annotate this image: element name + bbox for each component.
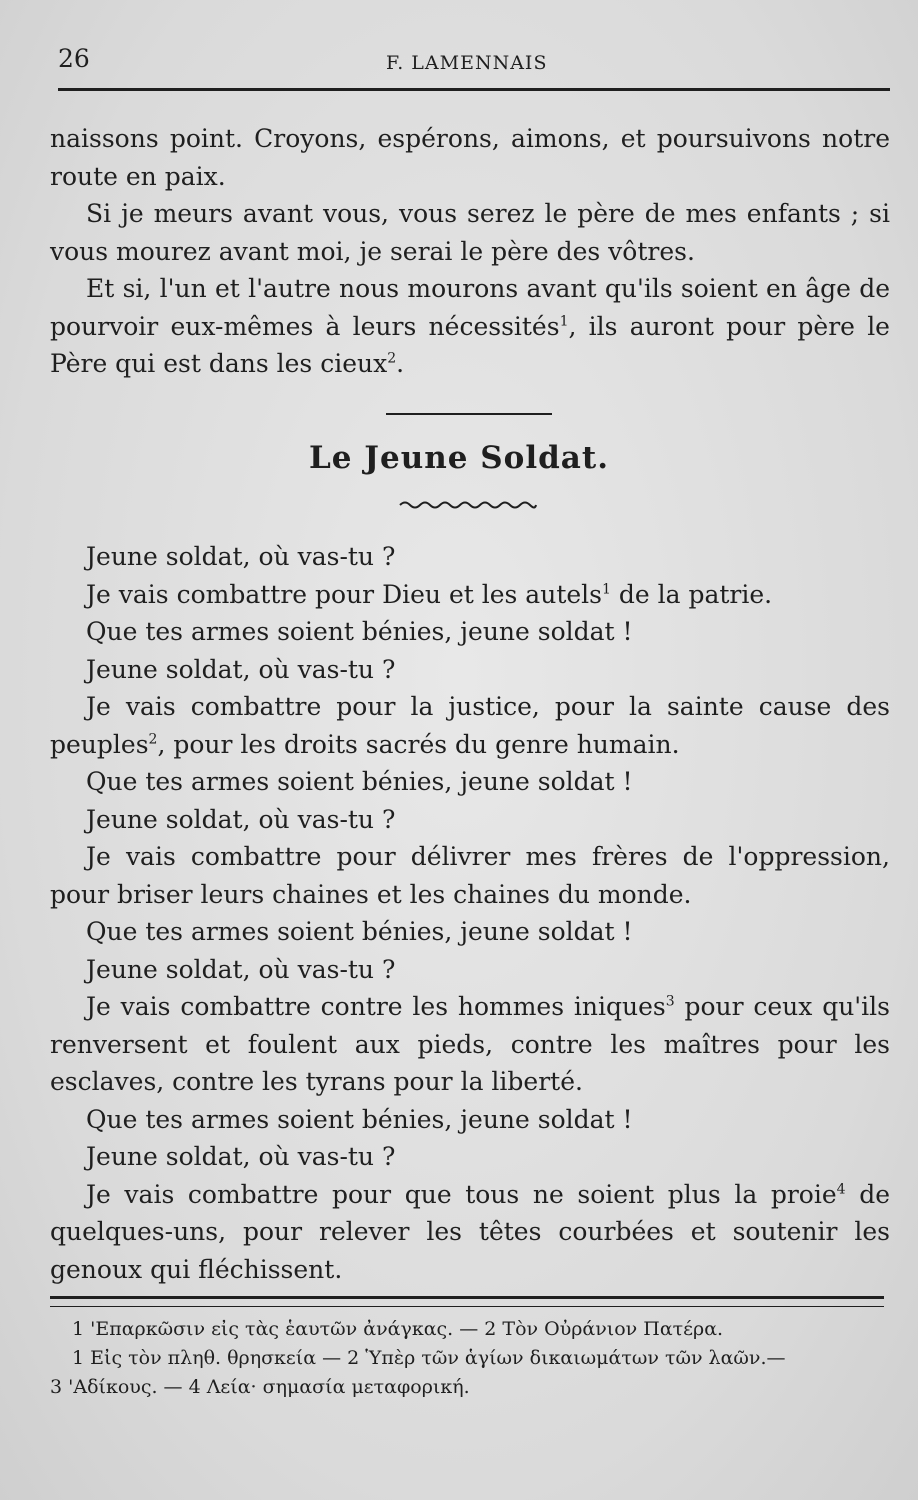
header-rule xyxy=(58,88,890,91)
footnote-ref: 2 xyxy=(387,350,397,367)
text-run: de la patrie. xyxy=(610,579,773,609)
poem-blessing: Que tes armes soient bénies, jeune soldat ! xyxy=(86,617,633,646)
text-run: Je vais combattre pour la justice, pour la sainte cause des peuples xyxy=(50,692,890,759)
section-title: Le Jeune Soldat. xyxy=(308,440,609,476)
text-run: , ils auront pour père le Père qui est dans les cieux xyxy=(50,311,890,378)
page-number: 26 xyxy=(58,44,90,73)
poem-answer xyxy=(50,1176,890,1289)
text-run: pour ceux qu'ils renversent et foulent aux pieds, contre les maîtres pour les esclaves, contre les tyrans pour la liberté. xyxy=(50,992,890,1096)
footnote-ref: 3 xyxy=(665,993,675,1010)
footnote-rule xyxy=(50,1296,884,1299)
footnote-line: 3 'Αδίκους. — 4 Λεία· σημασία μεταφορική. xyxy=(50,1376,470,1398)
poem-question: Jeune soldat, où vas-tu ? xyxy=(86,542,396,571)
poem-answer: Je vais combattre pour délivrer mes frères de l'oppression, pour briser leurs chaines et les chaines du monde. xyxy=(50,842,890,909)
poem-blessing: Que tes armes soient bénies, jeune soldat ! xyxy=(86,767,633,796)
wavy-ornament-icon xyxy=(398,498,538,512)
text-run: Je vais combattre pour que tous ne soient plus la proie xyxy=(86,1179,837,1209)
text-run: de quelques-uns, pour relever les têtes courbées et soutenir les genoux qui fléchissent. xyxy=(50,1179,890,1284)
text-run: , pour les droits sacrés du genre humain. xyxy=(157,729,680,759)
text-run: Je vais combattre pour Dieu et les autels xyxy=(86,579,602,609)
text-run: Et si, l'un et l'autre nous mourons avant qu'ils soient en âge de pourvoir eux-mêmes à leurs nécessités xyxy=(50,274,890,341)
poem-answer xyxy=(50,688,890,763)
footnote-ref: 2 xyxy=(148,731,158,748)
poem-blessing: Que tes armes soient bénies, jeune soldat ! xyxy=(86,1104,633,1134)
footnote-ref: 1 xyxy=(559,313,569,330)
paragraph xyxy=(50,270,890,383)
text-run: . xyxy=(396,349,405,378)
footnote-line: 1 Εἰς τὸν πληθ. θρησκεία — 2 Ὑπὲρ τῶν ἁγίων δικαιωμάτων τῶν λαῶν.— xyxy=(72,1347,786,1369)
title-rule xyxy=(386,413,552,415)
poem-question: Jeune soldat, où vas-tu ? xyxy=(86,954,396,984)
poem-answer xyxy=(50,988,890,1101)
footnote-rule-thin xyxy=(50,1306,884,1307)
poem-answer xyxy=(50,576,890,614)
footnote-ref: 1 xyxy=(601,581,611,598)
footnote-ref: 4 xyxy=(836,1181,846,1198)
running-head xyxy=(58,44,888,80)
poem-blessing: Que tes armes soient bénies, jeune soldat ! xyxy=(86,917,633,946)
poem-text xyxy=(50,538,890,1288)
running-title: F. LAMENNAIS xyxy=(386,52,548,74)
paragraph: naissons point. Croyons, espérons, aimons, et poursuivons notre route en paix. xyxy=(50,124,890,191)
poem-question: Jeune soldat, où vas-tu ? xyxy=(86,654,396,684)
footnote-line: 1 'Επαρκῶσιν εἰς τὰς ἑαυτῶν ἀνάγκας. — 2 Τὸν Οὐράνιον Πατέρα. xyxy=(72,1318,724,1340)
poem-question: Jeune soldat, où vas-tu ? xyxy=(86,804,396,834)
poem-question: Jeune soldat, où vas-tu ? xyxy=(86,1142,396,1171)
intro-text xyxy=(50,120,890,383)
paragraph: Si je meurs avant vous, vous serez le père de mes enfants ; si vous mourez avant moi, je serai le père des vôtres. xyxy=(50,199,890,266)
footnotes xyxy=(50,1315,890,1402)
text-run: Je vais combattre contre les hommes iniques xyxy=(86,992,666,1021)
